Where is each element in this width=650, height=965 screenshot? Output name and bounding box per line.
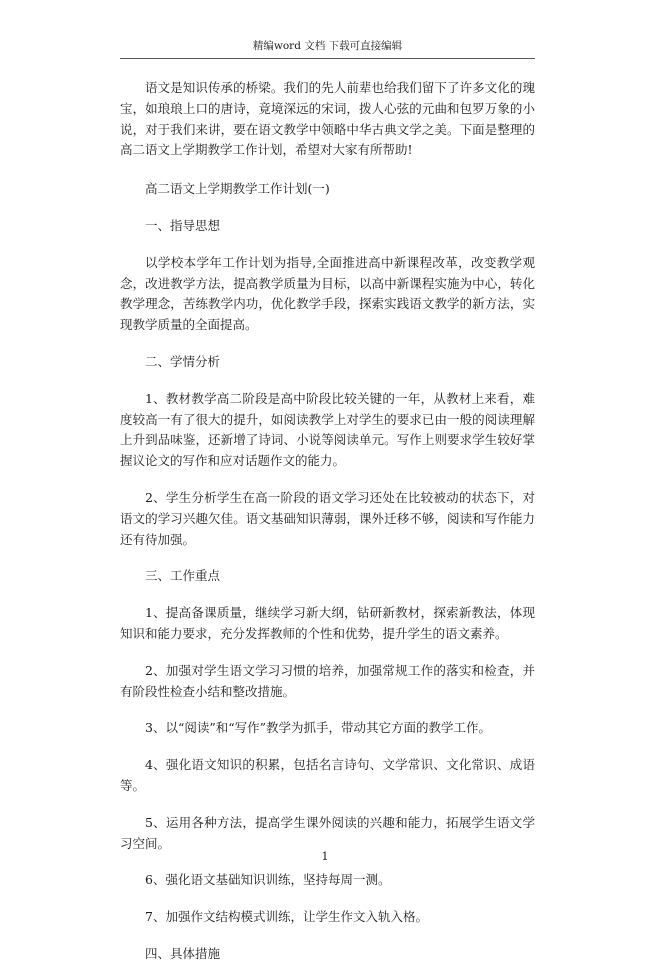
page-number-text: 1 (321, 850, 329, 863)
body-paragraph: 以学校本学年工作计划为指导,全面推进高中新课程改革，改变教学观念，改进教学方法，提高教学质量为目标，以高中新课程实施为中心，转化教学理念，苦练教学内功，优化教学手段，探索实践语文教学的新方法，实现教学质量的全面提高。 (120, 254, 535, 333)
body-paragraph: 1、教材教学高二阶段是高中阶段比较关键的一年，从教材上来看，难度较高一有了很大的提升，如阅读教学上对学生的要求已由一般的阅读理解上升到品味鉴，还新增了诗词、小说等阅读单元。写作上则要求学生较好掌握议论文的写作和应对话题作文的能力。 (120, 390, 535, 469)
list-paragraph: 3、以“阅读”和“写作”教学为抓手，带动其它方面的教学工作。 (145, 720, 492, 736)
list-paragraph: 2、加强对学生语文学习习惯的培养，加强常规工作的落实和检查，并有阶段性检查小结和整改措施。 (120, 662, 535, 699)
document-body (120, 78, 535, 965)
list-paragraph: 5、运用各种方法，提高学生课外阅读的兴趣和能力，拓展学生语文学习空间。 (120, 814, 535, 851)
header-text: 精编word 文档 下载可直接编辑 (252, 40, 403, 52)
plan-title: 高二语文上学期教学工作计划(一) (145, 181, 330, 197)
intro-paragraph: 语文是知识传承的桥梁。我们的先人前辈也给我们留下了许多文化的瑰宝，如琅琅上口的唐诗，竟境深远的宋词，拨人心弦的元曲和包罗万象的小说，对于我们来讲，要在语文教学中领略中华古典文学之美。下面是整理的高二语文上学期教学工作计划，希望对大家有所帮助! (120, 80, 535, 158)
section-heading-guiding-ideology: 一、指导思想 (145, 217, 221, 233)
section-heading-work-focus: 三、工作重点 (145, 568, 221, 584)
page-number (0, 850, 650, 864)
body-paragraph: 2、学生分析学生在高一阶段的语文学习还处在比较被动的状态下，对语文的学习兴趣欠佳。语文基础知识薄弱，课外迁移不够，阅读和写作能力还有待加强。 (120, 489, 535, 547)
list-paragraph: 1、提高备课质量，继续学习新大纲，钻研新教材，探索新教法，体现知识和能力要求，充分发挥教师的个性和优势，提升学生的语文素养。 (120, 605, 535, 641)
document-header (120, 38, 535, 59)
list-paragraph: 7、加强作文结构模式训练，让学生作文入轨入格。 (145, 909, 428, 925)
section-heading-learning-analysis: 二、学情分析 (145, 353, 221, 369)
list-paragraph: 4、强化语文知识的积累，包括名言诗句、文学常识、文化常识、成语等。 (120, 757, 535, 793)
section-heading-specific-measures: 四、具体措施 (145, 945, 221, 961)
list-paragraph: 6、强化语文基础知识训练，坚持每周一测。 (145, 872, 391, 888)
